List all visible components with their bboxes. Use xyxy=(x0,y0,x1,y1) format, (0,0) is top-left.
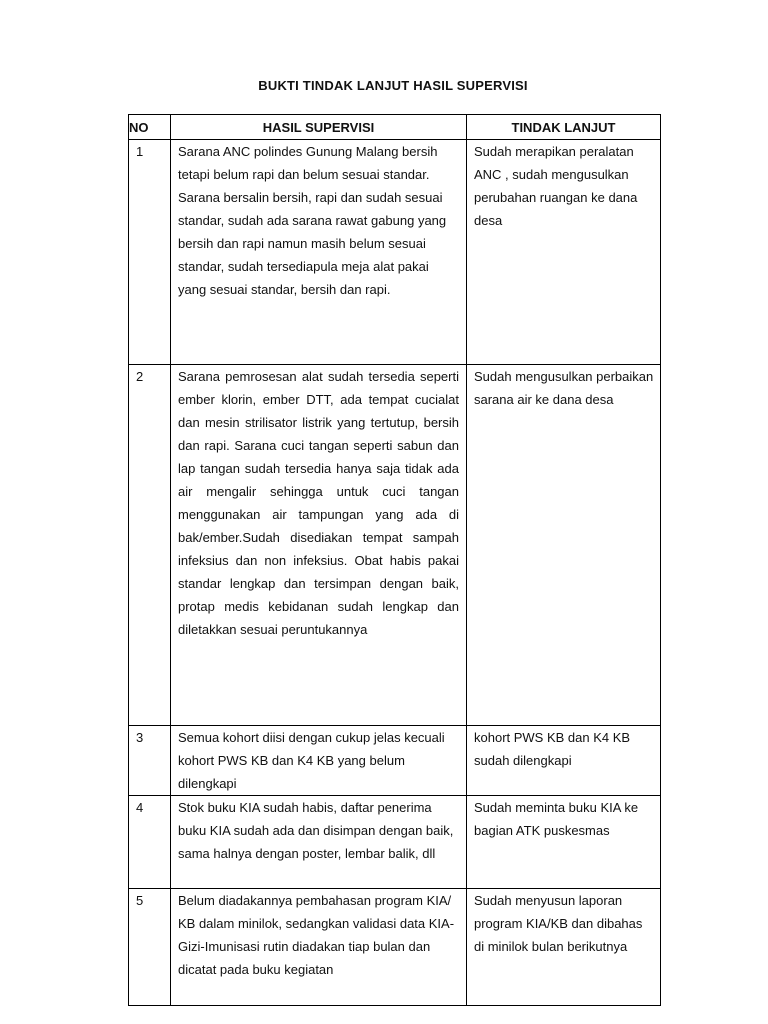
table-header-row xyxy=(129,115,661,140)
row-number-cell xyxy=(129,365,171,726)
hasil-cell xyxy=(171,796,467,889)
tindak-cell xyxy=(467,365,661,726)
row-number-cell xyxy=(129,796,171,889)
table-row xyxy=(129,140,661,365)
table-row xyxy=(129,726,661,796)
hasil-text: Stok buku KIA sudah habis, daftar penerima buku KIA sudah ada dan disimpan dengan baik, sama halnya dengan poster, lembar balik, dll xyxy=(178,800,454,861)
hasil-text: Sarana ANC polindes Gunung Malang bersih tetapi belum rapi dan belum sesuai standar. Sarana bersalin bersih, rapi dan sudah sesuai standar, sudah ada sarana rawat gabung yang bersih dan rapi namun masih belum sesuai standar, sudah tersediapula meja alat pakai yang sesuai standar, bersih dan rapi. xyxy=(178,144,447,297)
tindak-cell xyxy=(467,796,661,889)
hasil-cell xyxy=(171,726,467,796)
row-number: 4 xyxy=(136,800,144,815)
table-row xyxy=(129,365,661,726)
header-tindak-lanjut: TINDAK LANJUT xyxy=(467,115,661,140)
tindak-cell xyxy=(467,140,661,365)
tindak-cell xyxy=(467,726,661,796)
row-number: 2 xyxy=(136,369,144,384)
tindak-text: Sudah merapikan peralatan ANC , sudah mengusulkan perubahan ruangan ke dana desa xyxy=(474,144,638,228)
row-number: 1 xyxy=(136,144,144,159)
tindak-cell xyxy=(467,889,661,1006)
tindak-text: Sudah meminta buku KIA ke bagian ATK puskesmas xyxy=(474,800,639,838)
hasil-text: Semua kohort diisi dengan cukup jelas kecuali kohort PWS KB dan K4 KB yang belum dilengkapi xyxy=(178,730,445,791)
supervision-table xyxy=(128,114,661,1006)
table-row xyxy=(129,889,661,1006)
tindak-text: Sudah mengusulkan perbaikan sarana air ke dana desa xyxy=(474,369,654,407)
tindak-text: Sudah menyusun laporan program KIA/KB dan dibahas di minilok bulan berikutnya xyxy=(474,893,643,954)
page-title: BUKTI TINDAK LANJUT HASIL SUPERVISI xyxy=(258,78,528,93)
header-hasil-supervisi: HASIL SUPERVISI xyxy=(171,115,467,140)
hasil-cell xyxy=(171,365,467,726)
header-no: NO xyxy=(129,115,171,140)
row-number: 3 xyxy=(136,730,144,745)
hasil-text: Sarana pemrosesan alat sudah tersedia seperti ember klorin, ember DTT, ada tempat cucialat dan mesin strilisator listrik yang tertutup, bersih dan rapi. Sarana cuci tangan seperti sabun dan lap tangan sudah tersedia hanya saja tidak ada air mengalir sehingga untuk cuci tangan menggunakan air tampungan yang ada di bak/ember.Sudah disediakan tempat sampah infeksius dan non infeksius. Obat habis pakai standar lengkap dan tersimpan dengan baik, protap medis kebidanan sudah lengkap dan diletakkan sesuai peruntukannya xyxy=(178,369,459,637)
tindak-text: kohort PWS KB dan K4 KB sudah dilengkapi xyxy=(474,730,631,768)
hasil-cell xyxy=(171,889,467,1006)
row-number-cell xyxy=(129,889,171,1006)
row-number-cell xyxy=(129,140,171,365)
table-row xyxy=(129,796,661,889)
row-number-cell xyxy=(129,726,171,796)
row-number: 5 xyxy=(136,893,144,908)
hasil-cell xyxy=(171,140,467,365)
hasil-text: Belum diadakannya pembahasan program KIA/ KB dalam minilok, sedangkan validasi data KIA-Gizi-Imunisasi rutin diadakan tiap bulan dan dicatat pada buku kegiatan xyxy=(178,893,455,977)
